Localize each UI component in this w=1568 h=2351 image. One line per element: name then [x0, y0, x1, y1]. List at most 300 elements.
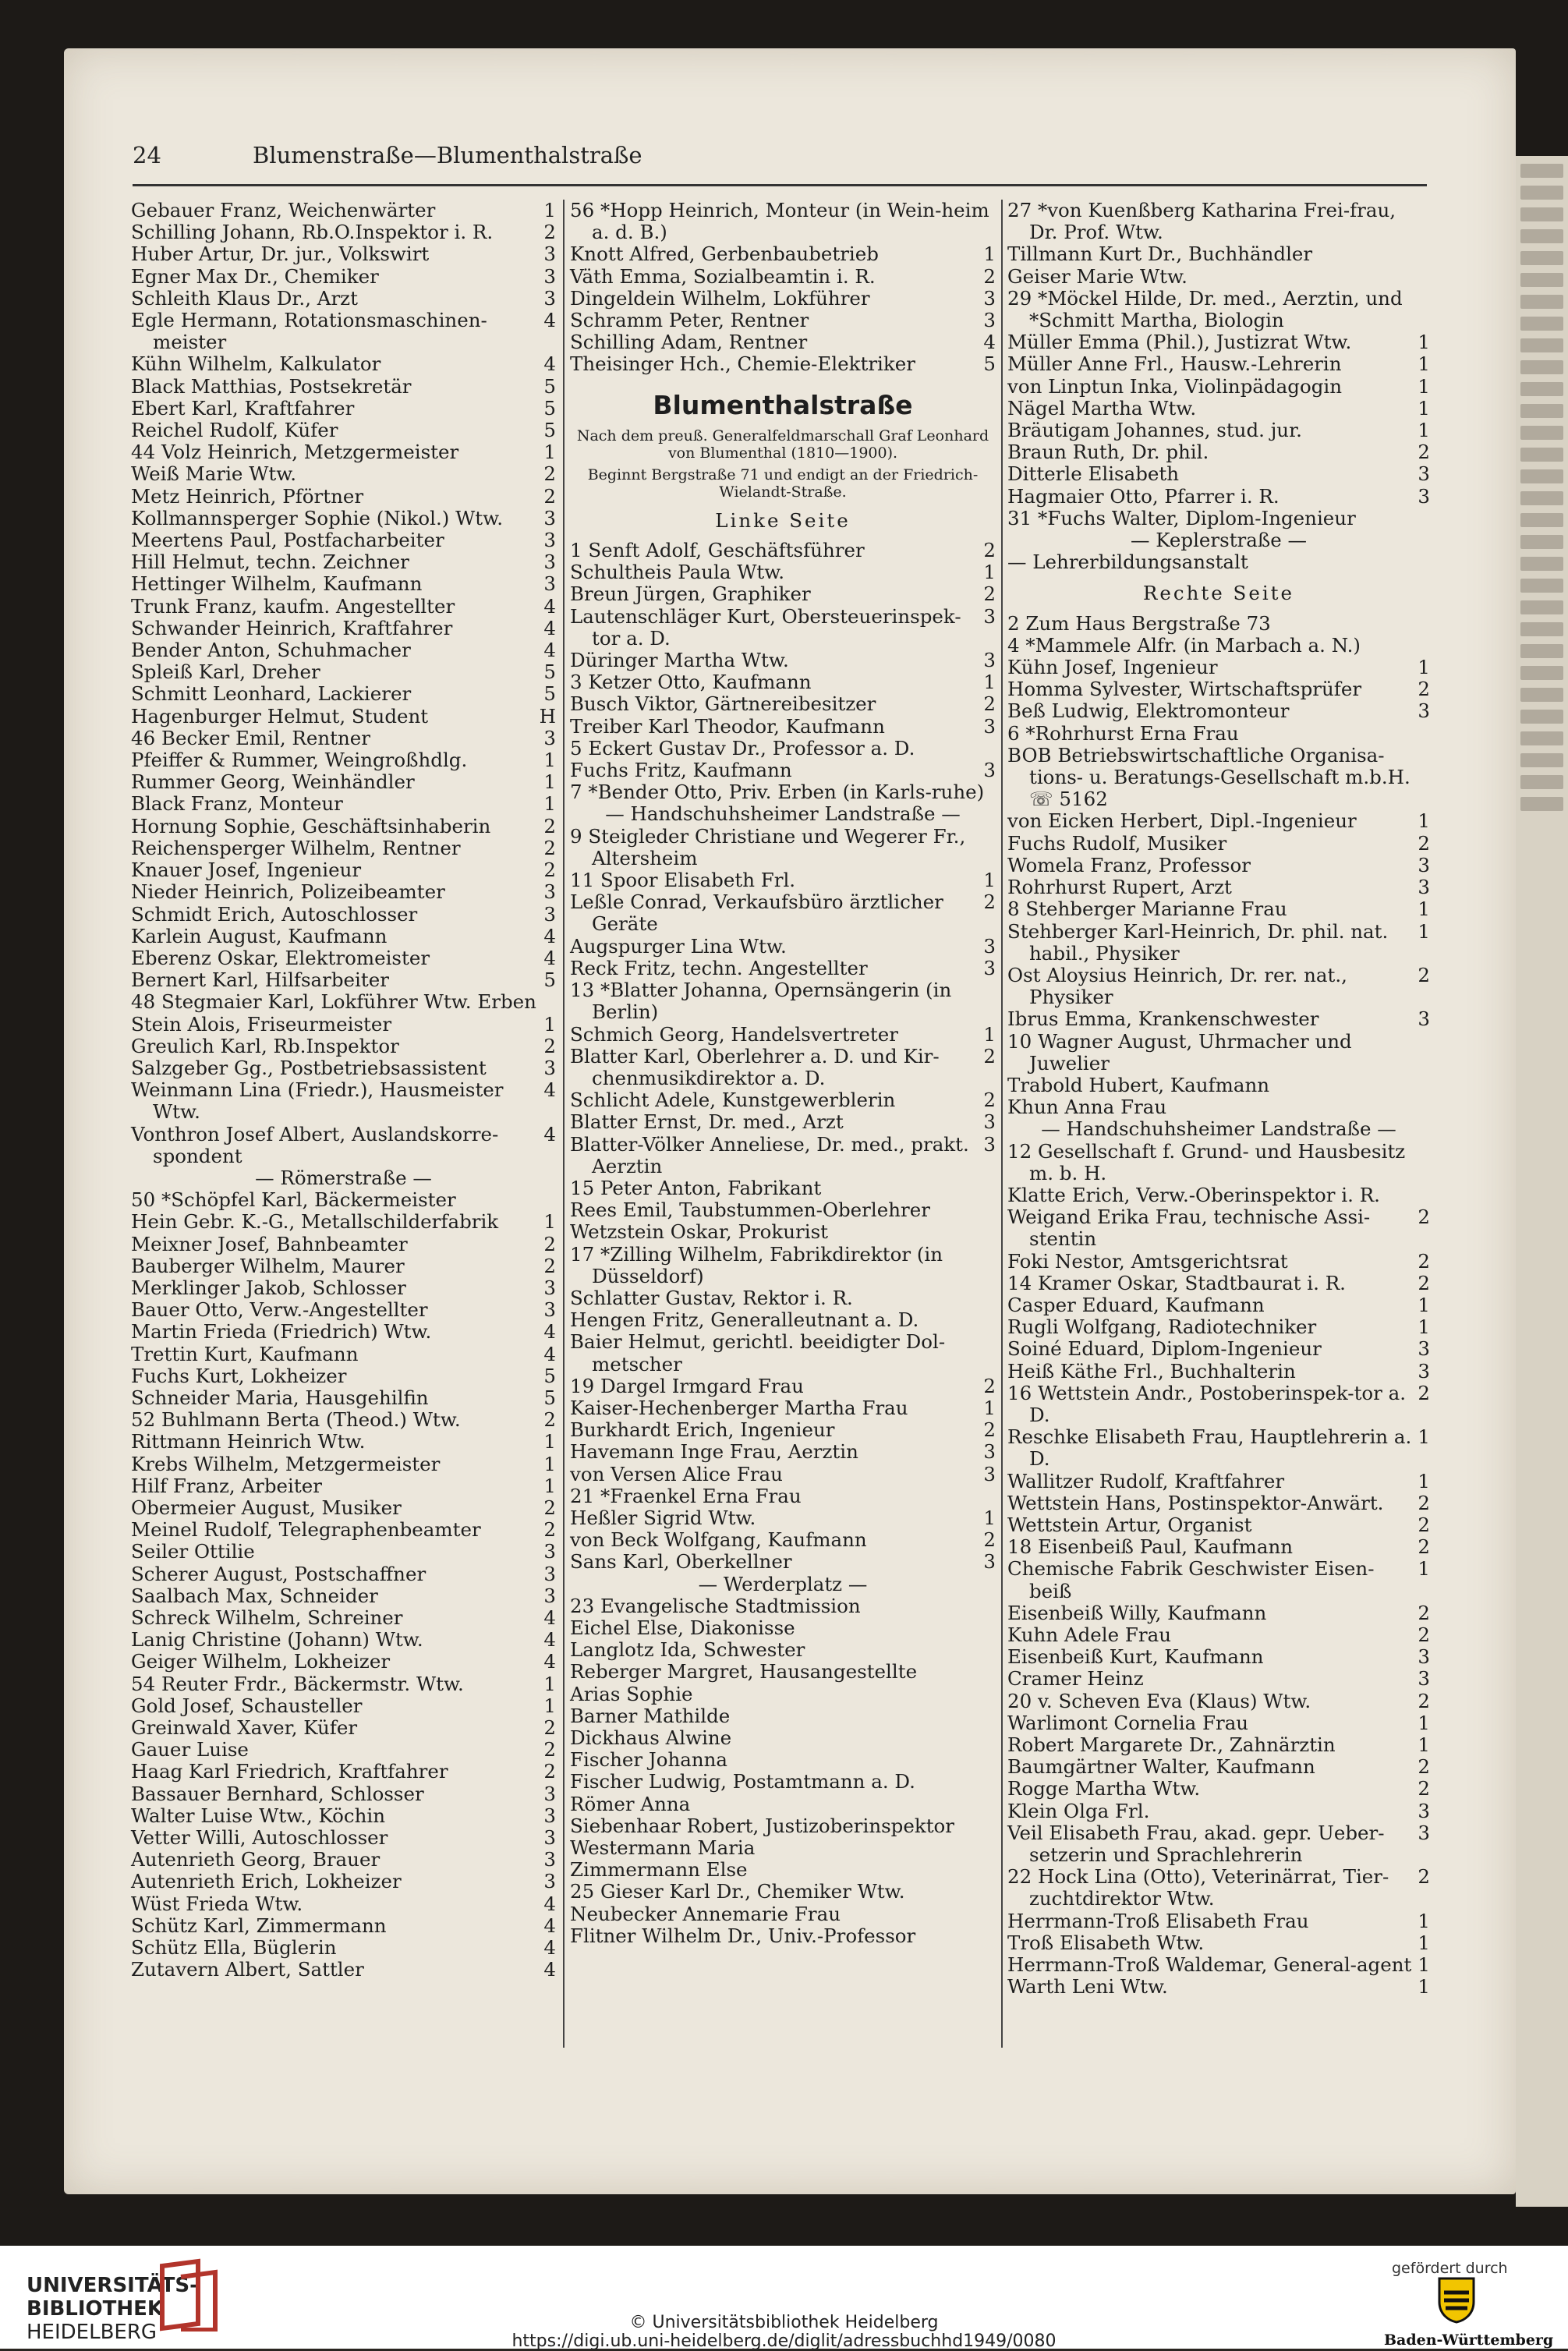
directory-entry — [131, 1014, 556, 1036]
floor-number: 2 — [543, 1496, 556, 1519]
entry-text: Kühn Josef, Ingenieur — [1007, 656, 1218, 679]
floor-number: 3 — [1418, 1799, 1430, 1822]
floor-number: 1 — [543, 1210, 556, 1234]
copyright-text: © Universitätsbibliothek Heidelberg — [629, 2313, 939, 2332]
funding-label: gefördert durch — [1392, 2260, 1508, 2277]
floor-number: 1 — [1418, 374, 1430, 398]
directory-entry — [1007, 876, 1430, 898]
directory-entry — [1007, 1338, 1430, 1360]
entry-text: Neubecker Annemarie Frau — [570, 1902, 841, 1925]
entry-text: Eisenbeiß Kurt, Kaufmann — [1007, 1645, 1264, 1669]
floor-number: 1 — [1418, 1293, 1430, 1316]
floor-number: 1 — [1418, 809, 1430, 833]
entry-text: Burkhardt Erich, Ingenieur — [570, 1418, 835, 1442]
directory-entry — [1007, 965, 1430, 1008]
directory-entry — [131, 926, 556, 947]
directory-entry — [131, 1959, 556, 1981]
floor-number: 3 — [983, 1462, 996, 1485]
floor-number: 2 — [1418, 678, 1430, 701]
floor-number: 3 — [543, 551, 556, 574]
floor-number: 3 — [983, 1550, 996, 1574]
directory-entry — [131, 1519, 556, 1541]
floor-number: 4 — [543, 1958, 556, 1981]
floor-number: 3 — [983, 956, 996, 979]
floor-number: 2 — [543, 814, 556, 837]
floor-number: 1 — [543, 1452, 556, 1475]
entry-text: Cramer Heinz — [1007, 1667, 1144, 1691]
directory-entry — [570, 671, 996, 693]
entry-text: 18 Eisenbeiß Paul, Kaufmann — [1007, 1535, 1294, 1559]
floor-number: 3 — [543, 1826, 556, 1850]
entry-text: 29 *Möckel Hilde, Dr. med., Aerztin, und *Schmitt Martha, Biologin — [1007, 286, 1403, 332]
floor-number: 2 — [983, 1044, 996, 1068]
floor-number: 4 — [543, 924, 556, 947]
street-note-origin: Nach dem preuß. Generalfeldmarschall Graf Leonhard von Blumenthal (1810—1900). — [576, 427, 989, 462]
floor-number: 4 — [543, 1914, 556, 1937]
floor-number: 3 — [1418, 1645, 1430, 1669]
entry-text: Schneider Maria, Hausgehilfin — [131, 1386, 429, 1409]
directory-entry — [131, 837, 556, 859]
directory-entry — [570, 1925, 996, 1947]
directory-entry — [570, 979, 996, 1023]
floor-number: 1 — [1418, 656, 1430, 679]
directory-entry — [131, 1431, 556, 1453]
entry-text: Hill Helmut, techn. Zeichner — [131, 551, 409, 574]
entry-text: Schwander Heinrich, Kraftfahrer — [131, 616, 453, 639]
directory-entry — [131, 1827, 556, 1849]
entry-text: Weiß Marie Wtw. — [131, 462, 297, 486]
coat-of-arms-icon — [1436, 2275, 1477, 2324]
entry-text: Salzgeber Gg., Postbetriebsassistent — [131, 1056, 487, 1079]
directory-entry — [1007, 266, 1430, 288]
entry-text: Blatter Ernst, Dr. med., Arzt — [570, 1110, 844, 1134]
directory-entry — [131, 1541, 556, 1563]
directory-entry — [131, 1651, 556, 1673]
entry-text: — Handschuhsheimer Landstraße — — [605, 802, 961, 826]
directory-entry — [570, 1837, 996, 1859]
directory-entry — [1007, 810, 1430, 832]
entry-text: Fuchs Fritz, Kaufmann — [570, 759, 792, 782]
floor-number: 1 — [1418, 1425, 1430, 1449]
floor-number: 3 — [1418, 462, 1430, 486]
directory-entry — [1007, 1251, 1430, 1273]
entry-text: Black Matthias, Postsekretär — [131, 374, 412, 398]
entry-text: Metz Heinrich, Pförtner — [131, 484, 364, 508]
floor-number: 3 — [1418, 853, 1430, 876]
floor-number: 1 — [1418, 898, 1430, 921]
directory-entry — [1007, 1426, 1430, 1470]
directory-entry — [131, 243, 556, 265]
entry-text: Baumgärtner Walter, Kaufmann — [1007, 1755, 1315, 1779]
entry-text: Schilling Johann, Rb.O.Inspektor i. R. — [131, 221, 494, 244]
floor-number: 3 — [983, 1110, 996, 1134]
entry-text: Reschke Elisabeth Frau, Hauptlehrerin a. D. — [1007, 1425, 1412, 1471]
floor-number: 3 — [543, 1562, 556, 1585]
entry-text: Hilf Franz, Arbeiter — [131, 1474, 322, 1497]
floor-number: 3 — [983, 1440, 996, 1464]
source-url-link[interactable]: https://digi.ub.uni-heidelberg.de/diglit/adressbuchhd1949/0080 — [511, 2332, 1057, 2351]
directory-entry — [570, 1507, 996, 1529]
floor-number: 3 — [983, 604, 996, 628]
entry-text: Trettin Kurt, Kaufmann — [131, 1342, 359, 1365]
directory-entry — [131, 1453, 556, 1475]
entry-text: Schilling Adam, Rentner — [570, 331, 808, 354]
street-crossing — [131, 1167, 556, 1189]
entry-text: Müller Emma (Phil.), Justizrat Wtw. — [1007, 331, 1352, 354]
entry-text: BOB Betriebswirtschaftliche Organisa-tions- u. Beratungs-Gesellschaft m.b.H. ☏ 5162 — [1007, 743, 1410, 811]
floor-number: 2 — [543, 859, 556, 882]
directory-entry — [131, 1893, 556, 1915]
floor-number: 3 — [543, 902, 556, 926]
directory-entry — [1007, 1096, 1430, 1118]
entry-text: Seiler Ottilie — [131, 1540, 255, 1563]
entry-text: Eisenbeiß Willy, Kaufmann — [1007, 1601, 1267, 1624]
entry-text: Kollmannsperger Sophie (Nikol.) Wtw. — [131, 506, 504, 529]
floor-number: 3 — [983, 1132, 996, 1156]
floor-number: 1 — [983, 1506, 996, 1529]
floor-number: 2 — [1418, 1689, 1430, 1712]
directory-entry — [1007, 1734, 1430, 1756]
entry-text: Warth Leni Wtw. — [1007, 1975, 1168, 1999]
directory-entry — [1007, 463, 1430, 485]
entry-text: Walter Luise Wtw., Köchin — [131, 1804, 386, 1827]
directory-entry — [131, 266, 556, 288]
entry-text: Foki Nestor, Amtsgerichtsrat — [1007, 1249, 1288, 1273]
directory-entry — [131, 749, 556, 771]
directory-entry — [570, 353, 996, 375]
directory-entry — [131, 310, 556, 353]
entry-text: 14 Kramer Oskar, Stadtbaurat i. R. — [1007, 1271, 1346, 1294]
directory-entry — [131, 1124, 556, 1167]
directory-entry — [570, 606, 996, 650]
entry-text: 3 Ketzer Otto, Kaufmann — [570, 671, 812, 694]
directory-entry — [131, 1321, 556, 1343]
directory-entry — [570, 1881, 996, 1903]
directory-entry — [1007, 1602, 1430, 1624]
floor-number: 4 — [543, 946, 556, 969]
directory-entry — [1007, 1184, 1430, 1206]
entry-text: Rittmann Heinrich Wtw. — [131, 1430, 366, 1453]
directory-entry — [131, 529, 556, 551]
floor-number: 1 — [1418, 1953, 1430, 1977]
entry-text: Reberger Margret, Hausangestellte — [570, 1660, 918, 1684]
entry-text: Khun Anna Frau — [1007, 1096, 1167, 1119]
entry-text: Martin Frieda (Friedrich) Wtw. — [131, 1320, 432, 1344]
directory-entry — [131, 991, 556, 1013]
floor-number: 1 — [983, 869, 996, 892]
entry-text: Herrmann-Troß Waldemar, General-agent — [1007, 1953, 1412, 1977]
directory-entry — [1007, 1536, 1430, 1558]
entry-text: 15 Peter Anton, Fabrikant — [570, 1176, 822, 1199]
directory-entry — [570, 738, 996, 759]
directory-entry — [1007, 1471, 1430, 1492]
floor-number: 3 — [983, 309, 996, 332]
directory-entry — [1007, 1976, 1430, 1998]
floor-number: 3 — [543, 572, 556, 596]
entry-text: Womela Franz, Professor — [1007, 853, 1251, 876]
directory-entry — [570, 826, 996, 869]
page-title: Blumenstraße—Blumenthalstraße — [253, 142, 642, 168]
directory-entry — [131, 1607, 556, 1629]
directory-entry — [131, 904, 556, 926]
directory-entry — [131, 683, 556, 705]
directory-entry — [570, 1749, 996, 1771]
directory-entry — [131, 969, 556, 991]
entry-text: Bauberger Wilhelm, Maurer — [131, 1254, 405, 1277]
entry-text: Gebauer Franz, Weichenwärter — [131, 199, 436, 221]
floor-number: 2 — [983, 1418, 996, 1442]
directory-entry — [131, 771, 556, 793]
floor-number: 3 — [543, 1870, 556, 1893]
entry-text: Stein Alois, Friseurmeister — [131, 1012, 392, 1036]
directory-entry — [1007, 441, 1430, 463]
entry-text: von Linptun Inka, Violinpädagogin — [1007, 374, 1343, 398]
floor-number: 2 — [543, 221, 556, 244]
directory-entry — [1007, 1492, 1430, 1514]
directory-entry — [570, 1617, 996, 1639]
floor-number: 2 — [983, 890, 996, 914]
entry-text: 52 Buhlmann Berta (Theod.) Wtw. — [131, 1408, 461, 1432]
entry-text: Heiß Käthe Frl., Buchhalterin — [1007, 1359, 1296, 1383]
floor-number: 2 — [543, 1034, 556, 1057]
entry-text: — Werderplatz — — [698, 1572, 868, 1595]
directory-entry — [1007, 723, 1430, 745]
directory-entry — [131, 639, 556, 661]
directory-entry — [570, 1376, 996, 1397]
entry-text: Bender Anton, Schuhmacher — [131, 639, 411, 662]
floor-number: 2 — [983, 1089, 996, 1112]
entry-text: Schmich Georg, Handelsvertreter — [570, 1022, 898, 1046]
entry-text: 46 Becker Emil, Rentner — [131, 726, 370, 749]
entry-text: Kühn Wilhelm, Kalkulator — [131, 352, 381, 376]
column-3 — [1007, 200, 1430, 1998]
directory-entry — [131, 573, 556, 595]
entry-text: Schmitt Leonhard, Lackierer — [131, 682, 412, 706]
entry-text: Hornung Sophie, Geschäftsinhaberin — [131, 814, 491, 837]
entry-text: 11 Spoor Elisabeth Frl. — [570, 869, 796, 892]
entry-text: Vetter Willi, Autoschlosser — [131, 1826, 388, 1850]
directory-entry — [570, 266, 996, 288]
directory-entry — [131, 1277, 556, 1299]
floor-number: 2 — [1418, 1513, 1430, 1536]
street-crossing — [1007, 529, 1430, 551]
directory-entry — [570, 1859, 996, 1881]
floor-number: 2 — [1418, 1623, 1430, 1646]
floor-number: 2 — [983, 1374, 996, 1397]
entry-text: Eichel Else, Diakonisse — [570, 1616, 795, 1639]
directory-entry — [1007, 486, 1430, 508]
directory-entry — [570, 583, 996, 605]
floor-number: 2 — [1418, 1381, 1430, 1404]
entry-text: Hein Gebr. K.-G., Metallschilderfabrik — [131, 1210, 499, 1234]
entry-text: Braun Ruth, Dr. phil. — [1007, 441, 1209, 464]
entry-text: Ost Aloysius Heinrich, Dr. rer. nat., Physiker — [1007, 963, 1347, 1009]
entry-text: Homma Sylvester, Wirtschaftsprüfer — [1007, 678, 1362, 701]
directory-entry — [131, 1189, 556, 1211]
entry-text: — Handschuhsheimer Landstraße — — [1041, 1117, 1396, 1141]
floor-number: 4 — [543, 1342, 556, 1365]
entry-text: Merklinger Jakob, Schlosser — [131, 1276, 406, 1299]
entry-text: Soiné Eduard, Diplom-Ingenieur — [1007, 1337, 1322, 1361]
directory-entry — [1007, 833, 1430, 855]
floor-number: 1 — [543, 199, 556, 221]
directory-entry — [570, 1684, 996, 1705]
floor-number: 2 — [983, 539, 996, 562]
floor-number: 1 — [1418, 396, 1430, 420]
directory-entry — [1007, 1361, 1430, 1383]
directory-entry — [131, 420, 556, 441]
header-rule — [133, 184, 1427, 186]
directory-entry — [131, 200, 556, 221]
floor-number: 1 — [983, 1022, 996, 1046]
directory-entry — [131, 221, 556, 243]
floor-number: H — [539, 704, 556, 728]
entry-text: Casper Eduard, Kaufmann — [1007, 1293, 1265, 1316]
floor-number: 3 — [543, 1804, 556, 1827]
floor-number: 3 — [543, 726, 556, 749]
directory-entry — [570, 243, 996, 265]
entry-text: Blatter-Völker Anneliese, Dr. med., prakt. Aerztin — [570, 1132, 969, 1177]
floor-number: 2 — [1418, 1491, 1430, 1514]
directory-entry — [570, 1331, 996, 1375]
floor-number: 1 — [1418, 331, 1430, 354]
floor-number: 3 — [543, 286, 556, 310]
floor-number: 1 — [1418, 1711, 1430, 1734]
entry-text: Fischer Johanna — [570, 1748, 728, 1772]
entry-text: 5 Eckert Gustav Dr., Professor a. D. — [570, 736, 915, 759]
entry-text: Troß Elisabeth Wtw. — [1007, 1931, 1205, 1954]
directory-entry — [131, 288, 556, 310]
directory-entry — [1007, 1514, 1430, 1536]
directory-entry — [1007, 700, 1430, 722]
entry-text: Tillmann Kurt Dr., Buchhändler — [1007, 243, 1313, 266]
entry-text: Kuhn Adele Frau — [1007, 1623, 1171, 1646]
entry-text: Nägel Martha Wtw. — [1007, 396, 1197, 420]
floor-number: 1 — [1418, 1733, 1430, 1757]
directory-entry — [1007, 1008, 1430, 1030]
directory-entry — [570, 1529, 996, 1551]
directory-entry — [131, 1079, 556, 1123]
directory-entry — [1007, 1778, 1430, 1800]
entry-text: Flitner Wilhelm Dr., Univ.-Professor — [570, 1924, 916, 1947]
floor-number: 1 — [983, 1396, 996, 1419]
entry-text: Breun Jürgen, Graphiker — [570, 582, 811, 606]
entry-text: 23 Evangelische Stadtmission — [570, 1594, 861, 1617]
directory-entry — [1007, 1932, 1430, 1954]
column-2 — [570, 200, 996, 1947]
entry-text: Geiser Marie Wtw. — [1007, 264, 1188, 288]
directory-entry — [1007, 1866, 1430, 1910]
directory-entry — [131, 661, 556, 683]
floor-number: 1 — [983, 561, 996, 584]
floor-number: 1 — [1418, 1469, 1430, 1492]
directory-entry — [131, 398, 556, 420]
floor-number: 2 — [1418, 1777, 1430, 1800]
floor-number: 3 — [543, 1848, 556, 1871]
entry-text: Schultheis Paula Wtw. — [570, 561, 785, 584]
floor-number: 2 — [1418, 1755, 1430, 1779]
directory-entry — [1007, 678, 1430, 700]
floor-number: 3 — [543, 1540, 556, 1563]
entry-text: von Versen Alice Frau — [570, 1462, 783, 1485]
directory-entry — [570, 716, 996, 738]
entry-text: Chemische Fabrik Geschwister Eisen-beiß — [1007, 1557, 1375, 1602]
directory-entry — [1007, 855, 1430, 876]
entry-text: Kaiser-Hechenberger Martha Frau — [570, 1396, 908, 1419]
entry-text: Autenrieth Erich, Lokheizer — [131, 1870, 402, 1893]
directory-entry — [131, 508, 556, 529]
directory-entry — [570, 650, 996, 671]
directory-entry — [570, 1134, 996, 1177]
entry-text: 16 Wettstein Andr., Postoberinspek-tor a. D. — [1007, 1381, 1407, 1426]
directory-entry — [1007, 1668, 1430, 1690]
floor-number: 4 — [543, 352, 556, 376]
entry-text: Wettstein Artur, Organist — [1007, 1513, 1252, 1536]
entry-text: Siebenhaar Robert, Justizoberinspektor — [570, 1814, 955, 1837]
directory-entry — [131, 1739, 556, 1761]
directory-entry — [131, 1211, 556, 1233]
floor-number: 3 — [983, 934, 996, 958]
entry-text: 31 *Fuchs Walter, Diplom-Ingenieur — [1007, 506, 1356, 529]
floor-number: 1 — [543, 792, 556, 816]
entry-text: Meixner Josef, Bahnbeamter — [131, 1232, 408, 1255]
floor-number: 2 — [543, 1760, 556, 1783]
entry-text: von Beck Wolfgang, Kaufmann — [570, 1528, 867, 1552]
floor-number: 4 — [543, 1628, 556, 1652]
directory-entry — [131, 1365, 556, 1387]
floor-number: 3 — [1418, 699, 1430, 723]
floor-number: 1 — [983, 243, 996, 266]
entry-text: Schramm Peter, Rentner — [570, 309, 809, 332]
directory-entry — [570, 540, 996, 561]
entry-text: Bassauer Bernhard, Schlosser — [131, 1782, 424, 1805]
directory-entry — [570, 1793, 996, 1815]
directory-entry — [570, 781, 996, 803]
entry-text: 9 Steigleder Christiane und Wegerer Fr., Altersheim — [570, 824, 966, 869]
entry-text: Karlein August, Kaufmann — [131, 924, 388, 947]
entry-text: Egner Max Dr., Chemiker — [131, 264, 379, 288]
street-crossing — [570, 1574, 996, 1595]
entry-text: Obermeier August, Musiker — [131, 1496, 402, 1519]
entry-text: Schleith Klaus Dr., Arzt — [131, 286, 358, 310]
floor-number: 2 — [1418, 441, 1430, 464]
entry-text: Pfeiffer & Rummer, Weingroßhdlg. — [131, 749, 468, 772]
directory-entry — [1007, 745, 1430, 811]
floor-number: 2 — [543, 1408, 556, 1432]
directory-entry — [131, 793, 556, 815]
directory-entry — [1007, 1646, 1430, 1668]
floor-number: 2 — [543, 484, 556, 508]
directory-entry — [570, 1089, 996, 1111]
entry-text: Nieder Heinrich, Polizeibeamter — [131, 880, 445, 904]
entry-text: Ditterle Elisabeth — [1007, 462, 1180, 486]
floor-number: 2 — [543, 1518, 556, 1542]
floor-number: 3 — [983, 286, 996, 310]
directory-entry — [131, 728, 556, 749]
directory-entry — [1007, 898, 1430, 920]
floor-number: 1 — [1418, 1315, 1430, 1339]
floor-number: 4 — [983, 331, 996, 354]
directory-entry — [570, 288, 996, 310]
directory-entry — [570, 936, 996, 958]
directory-entry — [1007, 635, 1430, 657]
entry-text: Schütz Karl, Zimmermann — [131, 1914, 387, 1937]
entry-text: 27 *von Kuenßberg Katharina Frei-frau, Dr. Prof. Wtw. — [1007, 199, 1396, 244]
floor-number: 1 — [543, 749, 556, 772]
entry-text: Müller Anne Frl., Hausw.-Lehrerin — [1007, 352, 1342, 376]
directory-entry — [131, 1409, 556, 1431]
directory-entry — [570, 869, 996, 891]
